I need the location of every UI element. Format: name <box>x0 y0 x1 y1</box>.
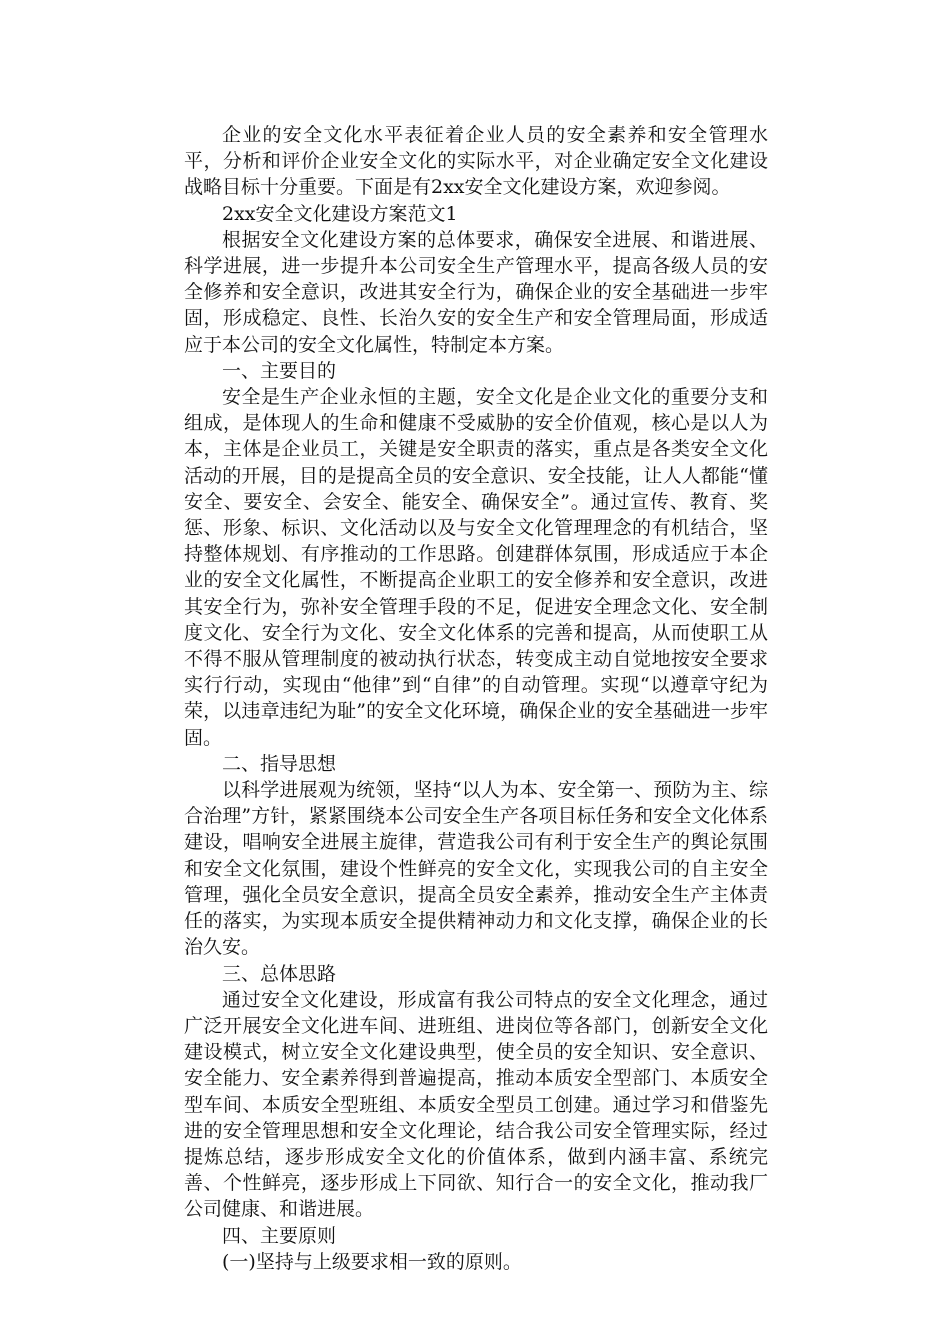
section-heading-guiding-thought: 二、指导思想 <box>222 752 337 775</box>
section-heading-purpose: 一、主要目的 <box>222 359 337 382</box>
section-heading-principles: 四、主要原则 <box>222 1224 337 1247</box>
overall-approach-paragraph: 通过安全文化建设，形成富有我公司特点的安全文化理念，通过广泛开展安全文化进车间、进班组、进岗位等各部门，创新安全文化建设模式，树立安全文化建设典型，使全员的安全知识、安全意识、安全能力、安全素养得到普遍提高，推动本质安全型部门、本质安全型车间、本质安全型班组、本质安全型员工创建。通过学习和借鉴先进的安全管理思想和安全文化理论，结合我公司安全管理实际，经过提炼总结，逐步形成安全文化的价值体系，做到内涵丰富、系统完善、个性鲜亮，逐步形成上下同欲、知行合一的安全文化，推动我厂公司健康、和谐进展。 <box>184 988 768 1221</box>
section-heading-overall-approach: 三、总体思路 <box>222 962 337 985</box>
document-body <box>184 122 768 1275</box>
guiding-thought-paragraph: 以科学进展观为统领，坚持“以人为本、安全第一、预防为主、综合治理”方针，紧紧围绕本公司安全生产各项目标任务和安全文化体系建设，唱响安全进展主旋律，营造我公司有利于安全生产的舆论氛围和安全文化氛围，建设个性鲜亮的安全文化，实现我公司的自主安全管理，强化全员安全意识，提高全员安全素养，推动安全生产主体责任的落实，为实现本质安全提供精神动力和文化支撑，确保企业的长治久安。 <box>184 779 768 959</box>
overview-paragraph: 根据安全文化建设方案的总体要求，确保安全进展、和谐进展、科学进展，进一步提升本公司安全生产管理水平，提高各级人员的安全修养和安全意识，改进其安全行为，确保企业的安全基础进一步牢固，形成稳定、良性、长治久安的安全生产和安全管理局面，形成适应于本公司的安全文化属性，特制定本方案。 <box>184 228 768 356</box>
purpose-paragraph: 安全是生产企业永恒的主题，安全文化是企业文化的重要分支和组成，是体现人的生命和健康不受威胁的安全价值观，核心是以人为本，主体是企业员工，关键是安全职责的落实，重点是各类安全文化活动的开展，目的是提高全员的安全意识、安全技能，让人人都能“懂安全、要安全、会安全、能安全、确保安全”。通过宣传、教育、奖惩、形象、标识、文化活动以及与安全文化管理理念的有机结合，坚持整体规划、有序推动的工作思路。创建群体氛围，形成适应于本企业的安全文化属性，不断提高企业职工的安全修养和安全意识，改进其安全行为，弥补安全管理手段的不足，促进安全理念文化、安全制度文化、安全行为文化、安全文化体系的完善和提高，从而使职工从不得不服从管理制度的被动执行状态，转变成主动自觉地按安全要求实行行动，实现由“他律”到“自律”的自动管理。实现“以遵章守纪为荣，以违章违纪为耻”的安全文化环境，确保企业的安全基础进一步牢固。 <box>184 386 768 749</box>
document-title: 2xx安全文化建设方案范文1 <box>222 202 458 225</box>
principle-item-1: (一)坚持与上级要求相一致的原则。 <box>222 1250 522 1273</box>
intro-paragraph: 企业的安全文化水平表征着企业人员的安全素养和安全管理水平，分析和评价企业安全文化的实际水平，对企业确定安全文化建设战略目标十分重要。下面是有2xx安全文化建设方案，欢迎参阅。 <box>184 124 768 199</box>
